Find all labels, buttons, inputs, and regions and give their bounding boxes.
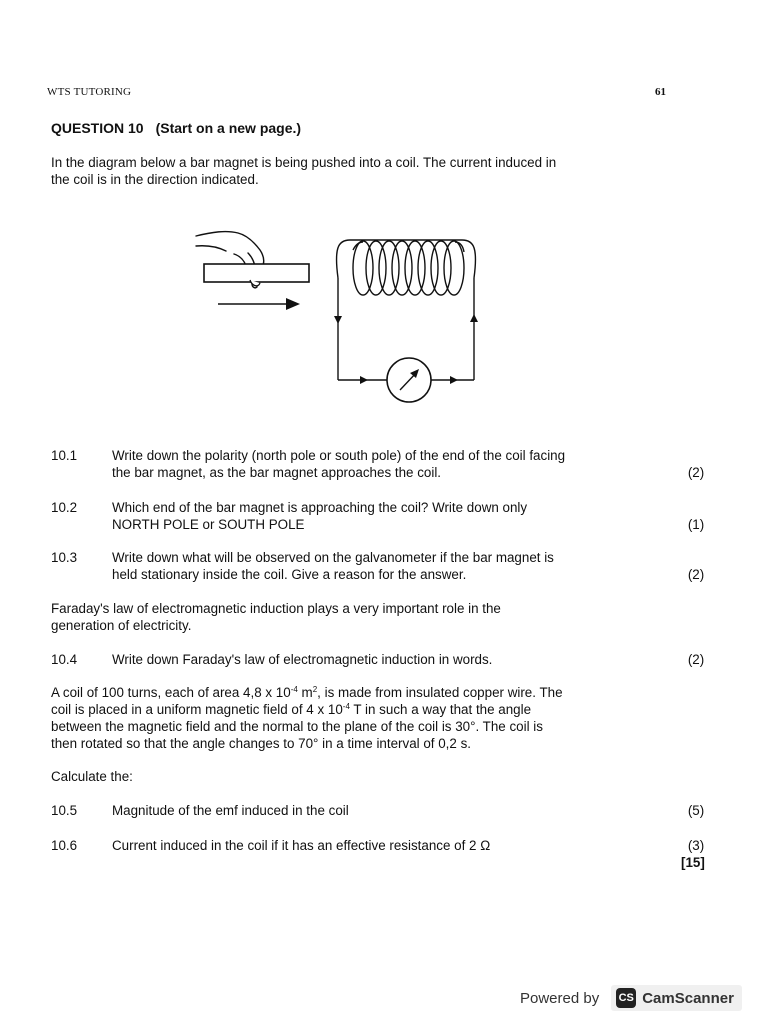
question-line-1: Magnitude of the emf induced in the coil bbox=[112, 803, 349, 818]
marks: (2) bbox=[687, 465, 705, 480]
coil-line-1-text-b: m bbox=[297, 685, 313, 700]
magnet-coil-diagram bbox=[190, 220, 490, 405]
question-text bbox=[112, 499, 653, 533]
exponent: -4 bbox=[342, 702, 350, 711]
coil-line-2-text-b: T in such a way that the angle bbox=[349, 702, 532, 717]
question-number: 10.4 bbox=[51, 652, 78, 667]
question-line-1: Write down what will be observed on the galvanometer if the bar magnet is bbox=[112, 550, 554, 565]
faraday-line-2: generation of electricity. bbox=[51, 618, 192, 633]
question-number: 10.6 bbox=[51, 838, 78, 853]
question-text bbox=[112, 447, 653, 481]
exponent: 2 bbox=[312, 685, 318, 694]
faraday-paragraph bbox=[51, 600, 655, 634]
intro-line-2: the coil is in the direction indicated. bbox=[51, 172, 259, 187]
question-number: 10.1 bbox=[51, 448, 78, 463]
question-number: 10.5 bbox=[51, 803, 78, 818]
coil-line-1 bbox=[51, 684, 655, 701]
question-text bbox=[112, 651, 653, 668]
coil-paragraph bbox=[51, 684, 655, 752]
camscanner-watermark bbox=[520, 982, 742, 1014]
camscanner-badge bbox=[611, 985, 742, 1011]
question-text bbox=[112, 802, 653, 819]
coil-icon bbox=[337, 240, 476, 295]
marks: (2) bbox=[687, 567, 705, 582]
coil-line-1-text-c: , is made from insulated copper wire. The bbox=[317, 685, 563, 700]
question-line-1: Current induced in the coil if it has an effective resistance of 2 Ω bbox=[112, 838, 491, 853]
marks: (5) bbox=[687, 803, 705, 818]
question-line-1: Write down Faraday's law of electromagnetic induction in words. bbox=[112, 652, 493, 667]
bar-magnet-icon bbox=[204, 264, 309, 282]
question-number: QUESTION 10 bbox=[51, 120, 144, 136]
question-text bbox=[112, 837, 653, 854]
galvanometer-icon bbox=[387, 358, 431, 402]
coil-line-1-text-a: A coil of 100 turns, each of area 4,8 x 10 bbox=[51, 685, 291, 700]
question-title bbox=[51, 120, 301, 136]
current-arrow-right-icon bbox=[360, 376, 368, 384]
question-line-2: held stationary inside the coil. Give a reason for the answer. bbox=[112, 567, 467, 582]
marks: (2) bbox=[687, 652, 705, 667]
current-arrow-right-icon bbox=[450, 376, 458, 384]
coil-line-4: then rotated so that the angle changes to 70° in a time interval of 0,2 s. bbox=[51, 736, 471, 751]
calculate-text: Calculate the: bbox=[51, 769, 133, 784]
coil-line-2-text-a: coil is placed in a uniform magnetic field of 4 x 10 bbox=[51, 702, 343, 717]
faraday-line-1: Faraday's law of electromagnetic induction plays a very important role in the bbox=[51, 601, 501, 616]
arrow-right-icon bbox=[218, 298, 300, 310]
current-arrow-up-icon bbox=[470, 314, 478, 322]
marks: (1) bbox=[687, 517, 705, 532]
coil-line-2 bbox=[51, 701, 655, 718]
question-number: 10.2 bbox=[51, 500, 78, 515]
question-line-1: Write down the polarity (north pole or south pole) of the end of the coil facing bbox=[112, 448, 566, 463]
camscanner-name: CamScanner bbox=[642, 989, 734, 1007]
intro-line-1: In the diagram below a bar magnet is being pushed into a coil. The current induced in bbox=[51, 155, 557, 170]
total-marks: [15] bbox=[681, 855, 705, 870]
question-number: 10.3 bbox=[51, 550, 78, 565]
coil-line-3: between the magnetic field and the normal to the plane of the coil is 30°. The coil is bbox=[51, 719, 543, 734]
intro-paragraph bbox=[51, 154, 655, 188]
exponent: -4 bbox=[290, 685, 298, 694]
question-line-2: NORTH POLE or SOUTH POLE bbox=[112, 517, 305, 532]
page-number: 61 bbox=[655, 86, 666, 98]
calculate-label bbox=[51, 768, 655, 785]
question-line-1: Which end of the bar magnet is approaching the coil? Write down only bbox=[112, 500, 528, 515]
powered-by-text: Powered by bbox=[520, 989, 600, 1007]
current-arrow-down-icon bbox=[334, 316, 342, 324]
camscanner-logo-icon: CS bbox=[616, 988, 636, 1008]
question-note: (Start on a new page.) bbox=[155, 120, 302, 136]
question-line-2: the bar magnet, as the bar magnet approaches the coil. bbox=[112, 465, 442, 480]
marks: (3) bbox=[687, 838, 705, 853]
page-header-left: WTS TUTORING bbox=[47, 86, 132, 98]
question-text bbox=[112, 549, 653, 583]
